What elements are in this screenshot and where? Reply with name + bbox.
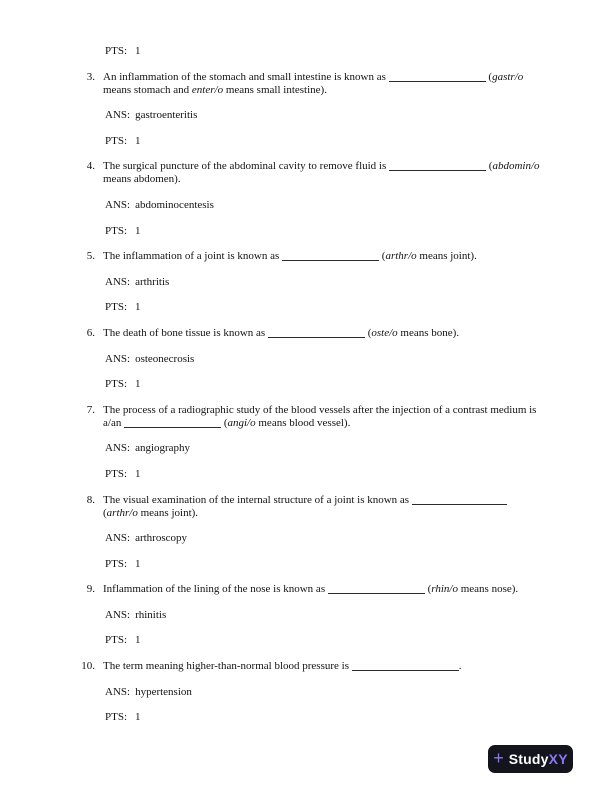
question-text [103, 327, 459, 340]
question-line [103, 507, 507, 520]
text-segment: means joint). [137, 506, 199, 519]
pts-row [105, 378, 559, 391]
text-segment: means bone). [397, 326, 460, 339]
question-number: 5. [86, 250, 95, 263]
pts-row [105, 634, 559, 647]
text-segment: means stomach and [103, 83, 192, 96]
question [81, 250, 559, 263]
answer-blank [282, 250, 379, 261]
questions-list [81, 71, 559, 725]
question-number: 8. [86, 493, 95, 506]
pts-value: 1 [135, 557, 141, 570]
text-segment: abdomin/o [492, 160, 540, 173]
question-line [103, 660, 462, 673]
question-line [103, 417, 536, 430]
ans-label: ANS: [105, 275, 131, 288]
brand-name [509, 752, 568, 766]
text-segment: ( [486, 160, 493, 173]
answer-key-content [81, 45, 559, 737]
ans-label: ANS: [105, 352, 131, 365]
answer-blank [389, 160, 486, 171]
text-segment: means joint). [416, 250, 477, 263]
pts-value: 1 [135, 224, 141, 237]
answer-value: osteonecrosis [135, 352, 195, 365]
pts-row [105, 711, 559, 724]
text-segment: The process of a radiographic study of the blood vessels after the injection of a contrast medium is [103, 403, 537, 416]
question [81, 71, 559, 97]
ans-label: ANS: [105, 198, 131, 211]
question-number: 7. [86, 403, 95, 416]
answer-row [105, 109, 559, 122]
question-text [103, 660, 462, 673]
answer-row [105, 276, 559, 289]
text-segment: means abdomen). [103, 173, 181, 186]
question-text [103, 71, 523, 97]
pts-value: 1 [135, 378, 141, 391]
answer-value: abdominocentesis [135, 198, 214, 211]
brand-name-accent: XY [548, 751, 568, 767]
text-segment: ( [379, 250, 386, 263]
question-line [103, 250, 477, 263]
answer-blank [352, 660, 459, 671]
orphan-pts-row [105, 45, 559, 58]
pts-label: PTS: [105, 134, 128, 147]
pts-label: PTS: [105, 711, 128, 724]
text-segment: arthr/o [106, 506, 138, 519]
question [81, 583, 559, 596]
question [81, 494, 559, 520]
text-segment: ( [221, 416, 228, 429]
text-segment: means nose). [457, 583, 519, 596]
text-segment: Inflammation of the lining of the nose is known as [103, 583, 328, 596]
text-segment: gastr/o [492, 70, 524, 83]
ans-label: ANS: [105, 532, 131, 545]
answer-blank [389, 71, 486, 82]
text-segment: means blood vessel). [255, 416, 351, 429]
answer-value: arthroscopy [135, 532, 187, 545]
question-number: 6. [86, 326, 95, 339]
plus-icon: + [493, 748, 504, 768]
text-segment: The inflammation of a joint is known as [103, 250, 283, 263]
text-segment: The term meaning higher-than-normal blood pressure is [103, 660, 352, 673]
question-line [103, 583, 518, 596]
pts-label: PTS: [105, 45, 128, 57]
question-number: 9. [86, 583, 95, 596]
text-segment: a/an [103, 416, 125, 429]
pts-value: 1 [135, 634, 141, 647]
text-segment: . [458, 660, 462, 673]
answer-blank [268, 327, 365, 338]
answer-value: angiography [135, 442, 191, 455]
question [81, 660, 559, 673]
question-line [103, 404, 536, 417]
question-line [103, 494, 507, 507]
pts-label: PTS: [105, 467, 128, 480]
answer-row [105, 353, 559, 366]
answer-value: hypertension [135, 685, 192, 698]
text-segment: ( [364, 326, 372, 339]
question-text [103, 250, 477, 263]
answer-row [105, 532, 559, 545]
text-segment: means small intestine). [223, 83, 327, 96]
ans-label: ANS: [105, 442, 131, 455]
answer-row [105, 686, 559, 699]
pts-row [105, 558, 559, 571]
ans-label: ANS: [105, 608, 131, 621]
question-text [103, 404, 536, 430]
pts-row [105, 468, 559, 481]
brand-name-main: Study [508, 751, 549, 767]
pts-row [105, 135, 559, 148]
ans-label: ANS: [105, 685, 131, 698]
text-segment: angi/o [227, 416, 256, 429]
pts-value: 1 [135, 45, 141, 57]
question [81, 327, 559, 340]
pts-value: 1 [135, 134, 141, 147]
text-segment: rhin/o [431, 583, 458, 596]
pts-value: 1 [135, 711, 141, 724]
answer-value: arthritis [135, 275, 170, 288]
question-number: 4. [86, 160, 95, 173]
answer-blank [412, 494, 507, 505]
question-line [103, 327, 459, 340]
question-number: 10. [81, 660, 95, 673]
pts-value: 1 [135, 467, 141, 480]
question-number: 3. [86, 70, 95, 83]
question-line [103, 160, 540, 173]
studyxy-logo[interactable] [488, 745, 573, 773]
pts-label: PTS: [105, 378, 128, 391]
answer-blank [328, 583, 425, 594]
answer-value: gastroenteritis [135, 109, 198, 122]
answer-row [105, 199, 559, 212]
pts-label: PTS: [105, 557, 128, 570]
text-segment: ( [103, 506, 107, 519]
text-segment: The visual examination of the internal structure of a joint is known as [103, 493, 412, 506]
question [81, 160, 559, 186]
question [81, 404, 559, 430]
ans-label: ANS: [105, 109, 131, 122]
text-segment: An inflammation of the stomach and small intestine is known as [103, 70, 389, 83]
pts-label: PTS: [105, 301, 128, 314]
text-segment: ( [485, 70, 493, 83]
question-line [103, 173, 540, 186]
question-text [103, 494, 507, 520]
answer-value: rhinitis [135, 608, 167, 621]
pts-label: PTS: [105, 224, 128, 237]
text-segment: ( [424, 583, 432, 596]
question-line [103, 84, 523, 97]
text-segment: enter/o [191, 83, 224, 96]
text-segment: The death of bone tissue is known as [103, 326, 268, 339]
question-line [103, 71, 523, 84]
pts-row [105, 301, 559, 314]
pts-label: PTS: [105, 634, 128, 647]
pts-row [105, 225, 559, 238]
pts-value: 1 [135, 301, 141, 314]
question-text [103, 583, 518, 596]
text-segment: The surgical puncture of the abdominal cavity to remove fluid is [103, 160, 390, 173]
text-segment: oste/o [371, 326, 398, 339]
answer-row [105, 609, 559, 622]
text-segment: arthr/o [385, 250, 417, 263]
question-text [103, 160, 540, 186]
answer-blank [124, 417, 221, 428]
answer-row [105, 442, 559, 455]
